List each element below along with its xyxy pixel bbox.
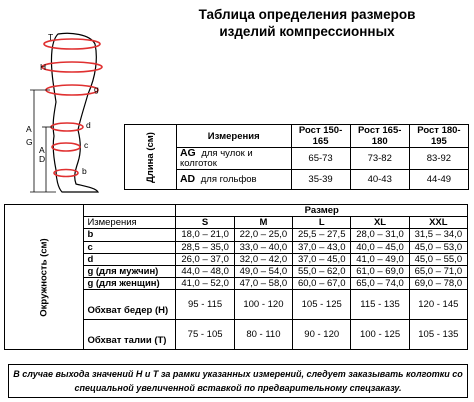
footnote <box>8 364 468 398</box>
label-a2: A <box>39 145 45 155</box>
size-table <box>4 204 468 350</box>
size-header: Размер <box>176 205 468 217</box>
size-m: M <box>234 217 292 229</box>
ring-h <box>42 62 102 72</box>
page-title <box>140 6 474 40</box>
size-row-b: b 18,0 – 21,0 22,0 – 25,0 25,5 – 27,5 28,0 – 31,0 31,5 – 34,0 <box>5 229 468 241</box>
length-row-ad-desc: для гольфов <box>200 174 257 185</box>
length-header-180: Рост 180-195 <box>409 125 468 148</box>
size-row-waist: Обхват талии (T) 75 - 105 80 - 110 90 - 120 100 - 125 105 - 135 <box>5 320 468 350</box>
length-cell: 73-82 <box>350 148 409 170</box>
title-line-2: изделий компрессионных <box>219 24 395 39</box>
size-row-c: c 28,5 – 35,0 33,0 – 40,0 37,0 – 43,0 40,0 – 45,0 45,0 – 53,0 <box>5 241 468 253</box>
ring-b <box>54 170 78 177</box>
length-header-measure: Измерения <box>176 125 291 148</box>
size-row-g-men: g (для мужчин) 44,0 – 48,0 49,0 – 54,0 55,0 – 62,0 61,0 – 69,0 65,0 – 71,0 <box>5 265 468 277</box>
length-cell: 35-39 <box>291 170 350 190</box>
size-row-d: d 26,0 – 37,0 32,0 – 42,0 37,0 – 45,0 41,0 – 49,0 45,0 – 55,0 <box>5 253 468 265</box>
label-a: A <box>26 124 32 134</box>
label-c: c <box>84 140 89 150</box>
footnote-line-1: В случае выхода значений H и T за рамки указанных измерений, следует заказывать колготки со <box>13 369 463 379</box>
length-cell: 44-49 <box>409 170 468 190</box>
size-row-hips: Обхват бедер (H) 95 - 115 100 - 120 105 - 125 115 - 135 120 - 145 <box>5 290 468 320</box>
label-d-vert: D <box>39 154 46 164</box>
label-g: G <box>26 137 33 147</box>
ring-c <box>52 143 80 151</box>
size-side-label: Окружность (см) <box>5 205 84 350</box>
label-d: d <box>86 120 91 130</box>
size-s: S <box>176 217 234 229</box>
size-row-g-women: g (для женщин) 41,0 – 52,0 47,0 – 58,0 60,0 – 67,0 65,0 – 74,0 69,0 – 78,0 <box>5 278 468 290</box>
length-row-ag <box>125 148 469 170</box>
label-g-top: g <box>94 84 99 94</box>
size-measure-header: Измерения <box>84 217 176 229</box>
length-header-165: Рост 165-180 <box>350 125 409 148</box>
leg-diagram <box>0 28 130 200</box>
size-xl: XL <box>351 217 409 229</box>
length-table <box>124 124 469 190</box>
label-h: H <box>40 62 47 72</box>
title-line-1: Таблица определения размеров <box>198 7 416 22</box>
length-row-ag-desc: для чулок и колготок <box>179 148 253 169</box>
length-cell: 65-73 <box>291 148 350 170</box>
length-cell: 40-43 <box>350 170 409 190</box>
length-row-ad <box>125 170 469 190</box>
size-xxl: XXL <box>409 217 467 229</box>
footnote-line-2: специальной увеличенной вставкой по предварительному спецзаказу. <box>74 383 402 393</box>
length-side-label: Длина (см) <box>125 125 177 190</box>
leg-outline <box>51 33 98 192</box>
length-row-ag-code: AG <box>179 147 196 159</box>
length-cell: 83-92 <box>409 148 468 170</box>
length-header-150: Рост 150-165 <box>291 125 350 148</box>
size-l: L <box>293 217 351 229</box>
label-b: b <box>82 166 87 176</box>
label-t: T <box>48 32 54 42</box>
length-row-ad-code: AD <box>179 173 196 185</box>
